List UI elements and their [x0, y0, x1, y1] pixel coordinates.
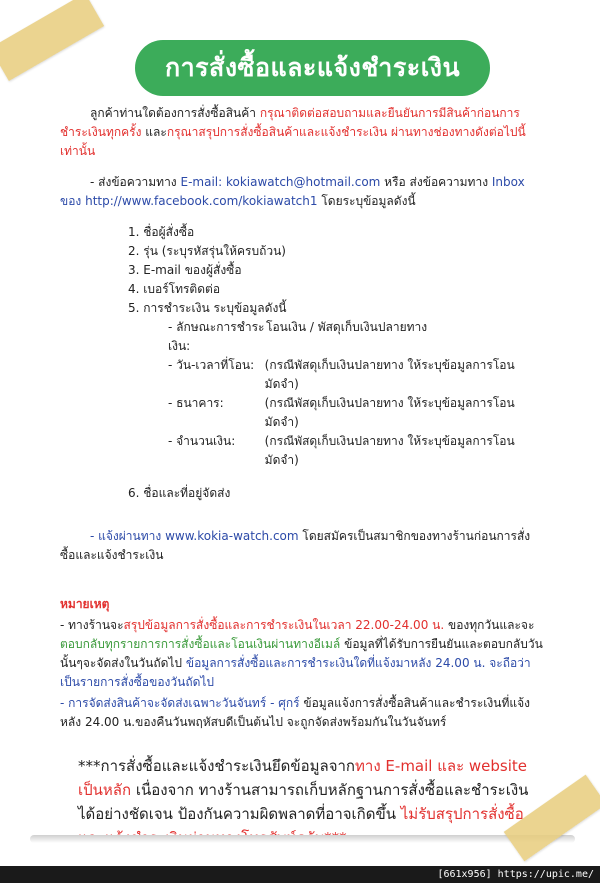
payment-value: (กรณีพัสดุเก็บเงินปลายทาง ให้ระบุข้อมูลการโอนมัดจำ) — [264, 396, 515, 429]
payment-label: - จำนวนเงิน: — [168, 434, 236, 448]
step-item: 5. การชำระเงิน ระบุข้อมูลดังนี้ — [128, 301, 287, 315]
channel-text: โดยสมัครเป็นสมาชิกของทางร้านก่อนการสั่งซื้อและแจ้งชำระเงิน — [60, 529, 531, 562]
note-highlight: - การจัดส่งสินค้าจะจัดส่งเฉพาะวันจันทร์ - ศุกร์ — [60, 696, 300, 710]
intro-highlight: กรุณาติดต่อสอบถามและยืนยันการมีสินค้าก่อนการชำระเงินทุกครั้ง — [60, 106, 520, 139]
note-text: ข้อมูลแจ้งการสั่งซื้อสินค้าและชำระเงินที่แจ้งหลัง 24.00 น.ของคืนวันพฤหัสบดีเป็นต้นไป จะถูกจัดส่งพร้อมกันในวันจันทร์ — [60, 696, 530, 729]
payment-value: (กรณีพัสดุเก็บเงินปลายทาง ให้ระบุข้อมูลการโอนมัดจำ) — [264, 434, 515, 467]
contact-text: - ส่งข้อความทาง — [90, 175, 181, 189]
payment-row — [168, 432, 545, 470]
content-body — [60, 104, 545, 850]
step-item: 2. รุ่น (ระบุรหัสรุ่นให้ครบถ้วน) — [128, 244, 286, 258]
notes-heading: หมายเหตุ — [60, 597, 110, 611]
final-text: เนื่องจาก ทางร้านสามารถเก็บหลักฐานการสั่งซื้อและชำระเงินได้อย่างชัดเจน ป้องกันความผิดพลาดที่อาจเกิดขึ้น — [78, 781, 529, 823]
final-highlight: ทาง E-mail และ website เป็นหลัก — [78, 757, 528, 799]
intro-highlight: กรุณาสรุปการสั่งซื้อสินค้าและแจ้งชำระเงิน ผ่านทางช่องทางดังต่อไปนี้เท่านั้น — [60, 125, 526, 158]
final-highlight: ไม่รับสรุปการสั่งซื้อ — [400, 805, 524, 823]
note-highlight: สรุปข้อมูลการสั่งซื้อและการชำระเงินในเวลา 22.00-24.00 น. — [123, 618, 445, 632]
note-text: - ทางร้านจะ — [60, 618, 124, 632]
payment-row — [168, 394, 545, 432]
step-item: 6. ชื่อและที่อยู่จัดส่ง — [128, 486, 231, 500]
watermark-bar — [0, 866, 600, 883]
contact-text: โดยระบุข้อมูลดังนี้ — [317, 194, 416, 208]
watermark-text: [661x956] https://upic.me/ — [437, 869, 594, 880]
contact-text: หรือ ส่งข้อความทาง — [380, 175, 492, 189]
contact-paragraph — [60, 173, 545, 211]
payment-row — [168, 318, 545, 356]
channel-text: - แจ้งผ่านทาง — [90, 529, 166, 543]
note-text: ของทุกวันและจะ — [444, 618, 535, 632]
intro-text: และ — [141, 125, 167, 139]
payment-row — [168, 356, 545, 394]
order-steps — [60, 223, 545, 503]
email-link[interactable]: E-mail: kokiawatch@hotmail.com — [180, 175, 381, 189]
tape-decoration — [0, 0, 104, 81]
payment-value: โอนเงิน / พัสดุเก็บเงินปลายทาง — [266, 320, 428, 334]
payment-value: (กรณีพัสดุเก็บเงินปลายทาง ให้ระบุข้อมูลการโอนมัดจำ) — [264, 358, 515, 391]
final-text: ***การสั่งซื้อและแจ้งชำระเงินยึดข้อมูลจาก — [78, 757, 356, 775]
note-highlight: ตอบกลับทุกรายการการสั่งซื้อและโอนเงินผ่านทางอีเมล์ — [60, 637, 341, 651]
intro-text: ลูกค้าท่านใดต้องการสั่งซื้อสินค้า — [90, 106, 260, 120]
step-item: 4. เบอร์โทรติดต่อ — [128, 282, 221, 296]
payment-label: - วัน-เวลาที่โอน: — [168, 358, 255, 372]
payment-details — [128, 318, 545, 470]
website-link[interactable]: www.kokia-watch.com — [165, 529, 299, 543]
channel-paragraph — [60, 527, 545, 565]
facebook-link[interactable]: Inbox ของ http://www.facebook.com/kokiawatch1 — [60, 175, 525, 208]
page-title: การสั่งซื้อและแจ้งชำระเงิน — [135, 40, 490, 96]
paper-shadow — [30, 835, 575, 843]
payment-label: - ธนาคาร: — [168, 396, 224, 410]
payment-label: - ลักษณะการชำระเงิน: — [168, 320, 265, 353]
note-paragraph — [60, 616, 545, 692]
step-item: 3. E-mail ของผู้สั่งซื้อ — [128, 263, 242, 277]
note-highlight: ข้อมูลการสั่งซื้อและการชำระเงินใดที่แจ้งมาหลัง 24.00 น. จะถือว่าเป็นรายการสั่งซื้อของวันถัดไป — [60, 656, 531, 689]
note-paragraph — [60, 694, 545, 732]
intro-paragraph — [60, 104, 545, 161]
note-text: ข้อมูลที่ได้รับการยืนยันและตอบกลับวันนั้นๆจะจัดส่งในวันถัดไป — [60, 637, 543, 670]
step-item: 1. ชื่อผู้สั่งซื้อ — [128, 225, 195, 239]
